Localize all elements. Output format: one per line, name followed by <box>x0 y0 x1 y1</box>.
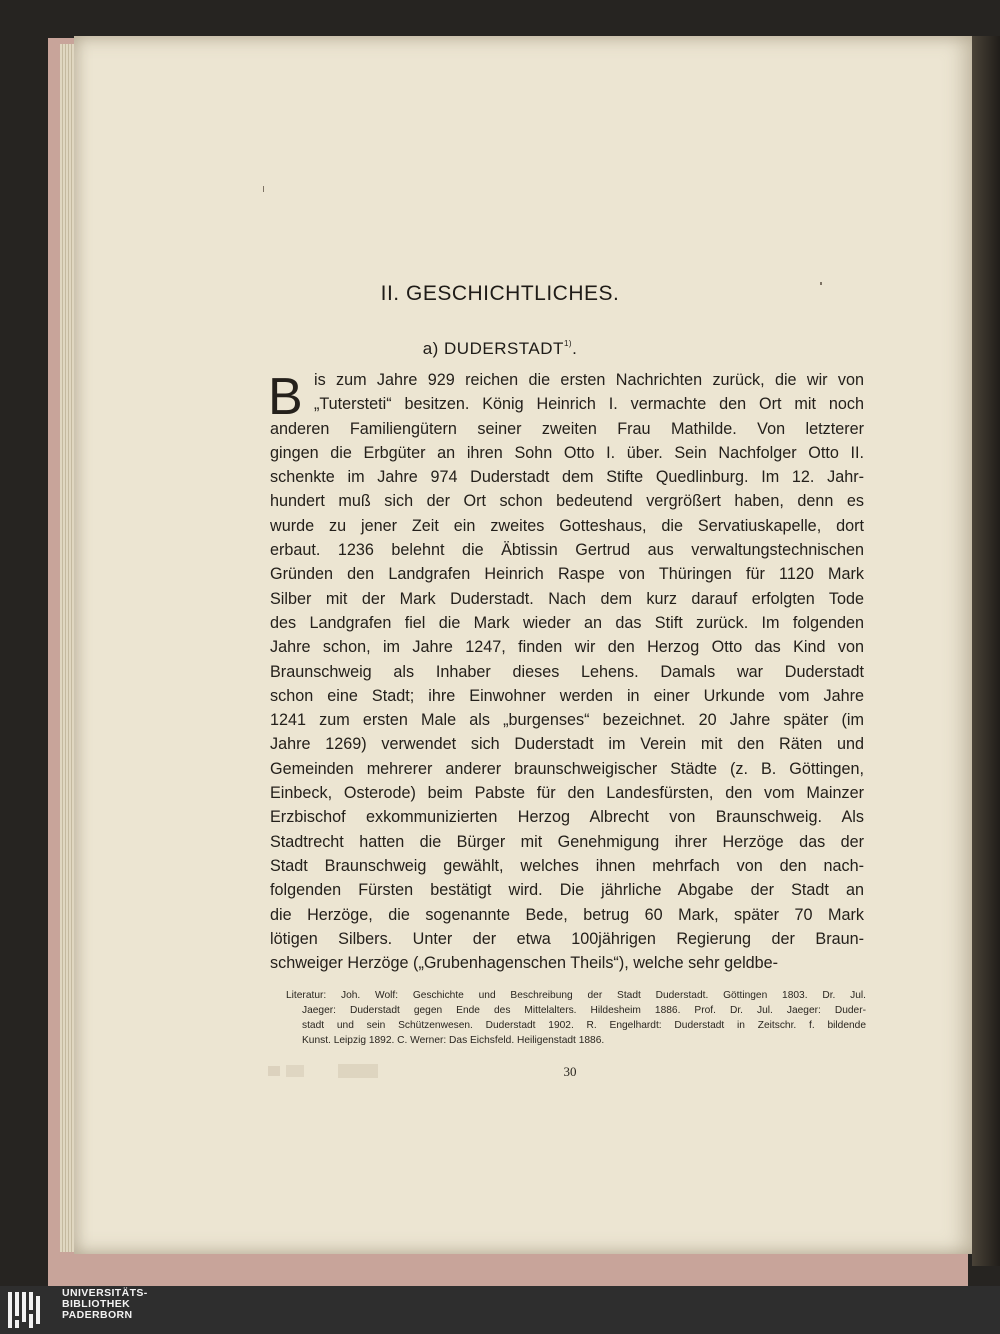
chapter-title: II. GESCHICHTLICHES. <box>380 282 620 305</box>
paper-speck <box>263 186 264 192</box>
body-line: Jahre 1269) verwendet sich Duderstadt im Verein mit den Räten und <box>270 735 864 754</box>
body-line: 1241 zum ersten Male als „burgenses“ bezeichnet. 20 Jahre später (im <box>270 711 864 730</box>
body-line: erbaut. 1236 belehnt die Äbtissin Gertrud aus verwaltungstechnischen <box>270 541 864 560</box>
body-line: Stadt Braunschweig gewählt, welches ihnen mehrfach von den nach- <box>270 856 864 875</box>
body-line: lötigen Silbers. Unter der etwa 100jährigen Regierung der Braun- <box>270 929 864 948</box>
drop-cap: B <box>268 368 303 426</box>
body-text <box>270 368 864 975</box>
footnote-line: Jaeger: Duderstadt gegen Ende des Mittelalters. Hildesheim 1886. Prof. Dr. Jul. Jaeger: Duder- <box>302 1005 866 1016</box>
body-line: hundert muß sich der Ort schon bedeutend vergrößert haben, denn es <box>270 492 864 511</box>
footnote <box>286 988 866 1048</box>
library-name-line: BIBLIOTHEK <box>62 1298 131 1310</box>
footnote-line: Kunst. Leipzig 1892. C. Werner: Das Eichsfeld. Heiligenstadt 1886. <box>302 1035 605 1046</box>
body-line: schenkte im Jahre 974 Duderstadt dem Stifte Quedlinburg. Im 12. Jahr- <box>270 468 864 487</box>
page-number: 30 <box>563 1064 577 1079</box>
body-line: wurde zu jener Zeit ein zweites Gotteshaus, die Servatiuskapelle, dort <box>270 516 864 535</box>
body-line: Einbeck, Osterode) beim Pabste für den Landesfürsten, den vom Mainzer <box>270 784 864 803</box>
body-line: Gemeinden mehrerer anderer braunschweigischer Städte (z. B. Göttingen, <box>270 759 864 778</box>
library-name <box>62 1288 148 1321</box>
library-logo-icon <box>8 1292 44 1328</box>
library-name-line: PADERBORN <box>62 1309 133 1321</box>
body-line: die Herzöge, die sogenannte Bede, betrug 60 Mark, später 70 Mark <box>270 905 864 924</box>
footnote-line: stadt und sein Schützenwesen. Duderstadt 1902. R. Engelhardt: Duderstadt in Zeitschr. f. bildende <box>302 1020 866 1031</box>
body-line: schon eine Stadt; ihre Einwohner werden in einer Urkunde vom Jahre <box>270 686 864 705</box>
body-line: anderen Familiengütern seiner zweiten Frau Mathilde. Von letzterer <box>270 419 864 438</box>
body-line: Erzbischof exkommunizierten Herzog Albrecht von Braunschweig. Als <box>270 808 864 827</box>
body-line: Silber mit der Mark Duderstadt. Nach dem kurz darauf erfolgten Tode <box>270 589 864 608</box>
body-line: des Landgrafen fiel die Mark wieder an das Stift zurück. Im folgenden <box>270 613 864 632</box>
section-title-text: a) DUDERSTADT <box>422 339 564 358</box>
library-footer <box>0 1286 1000 1334</box>
body-line: Jahre schon, im Jahre 1247, finden wir den Herzog Otto das Kind von <box>270 638 864 657</box>
body-line: gingen die Erbgüter an ihren Sohn Otto I. über. Sein Nachfolger Otto II. <box>270 443 864 462</box>
section-title: a) DUDERSTADT$^{1)}$. <box>422 339 578 358</box>
library-name-line: UNIVERSITÄTS- <box>62 1287 148 1299</box>
body-line: is zum Jahre 929 reichen die ersten Nachrichten zurück, die wir von <box>314 371 864 389</box>
body-line: Braunschweig als Inhaber dieses Lehens. Damals war Duderstadt <box>270 662 864 681</box>
body-line: schweiger Herzöge („Grubenhagenschen Theils“), welche sehr geldbe- <box>270 954 779 973</box>
body-line: „Tutersteti“ besitzen. König Heinrich I. vermachte den Ort mit noch <box>314 395 864 414</box>
body-line: Gründen den Landgrafen Heinrich Raspe von Thüringen für 1120 Mark <box>270 565 864 584</box>
book-spine <box>972 36 1000 1266</box>
body-line: folgenden Fürsten bestätigt wird. Die jährliche Abgabe der Stadt an <box>270 881 864 900</box>
footnote-marker: 1) <box>563 339 573 348</box>
footnote-line: Literatur: Joh. Wolf: Geschichte und Beschreibung der Stadt Duderstadt. Göttingen 1803. Dr. Jul. <box>286 990 866 1001</box>
body-line: Stadtrecht hatten die Bürger mit Genehmigung ihrer Herzöge das der <box>270 832 864 851</box>
